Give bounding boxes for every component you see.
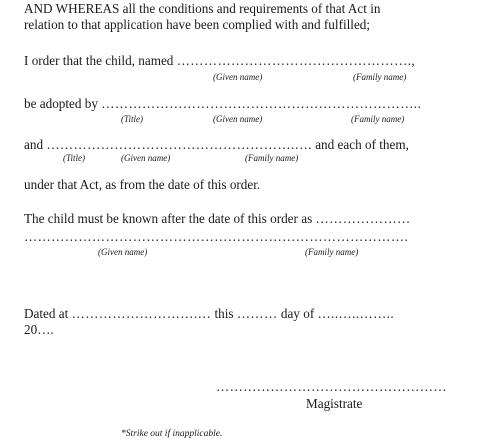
signature-line: …………………………………………… xyxy=(216,379,447,394)
magistrate-label: Magistrate xyxy=(306,396,363,411)
second-adopter-name-blank: ……………………………………………….…. xyxy=(46,137,312,152)
and-line xyxy=(24,137,409,152)
order-prefix: I order that the child, named xyxy=(24,53,174,68)
dated-this: this xyxy=(214,306,234,321)
known-label-family-name: (Family name) xyxy=(305,247,359,257)
known-as-line xyxy=(24,211,411,226)
day-blank: ……… xyxy=(236,306,278,321)
and-label-given-name: (Given name) xyxy=(121,153,171,163)
order-child-name-blank: ……………………………………………., xyxy=(176,53,416,68)
and-suffix: and each of them, xyxy=(315,137,409,152)
and-prefix: and xyxy=(24,137,44,152)
month-blank: …..…..…….. xyxy=(317,306,395,321)
known-as-text: The child must be known after the date of this order as xyxy=(24,211,313,226)
known-label-given-name: (Given name) xyxy=(98,247,148,257)
dated-line xyxy=(24,306,394,321)
whereas-line-1: AND WHEREAS all the conditions and requirements of that Act in xyxy=(24,1,381,16)
adopted-label-title: (Title) xyxy=(121,114,143,124)
and-label-family-name: (Family name) xyxy=(245,153,299,163)
adopted-line xyxy=(24,96,421,111)
dated-day-of: day of xyxy=(280,306,315,321)
order-label-given-name: (Given name) xyxy=(213,72,263,82)
dated-prefix: Dated at xyxy=(24,306,69,321)
and-label-title: (Title) xyxy=(63,153,85,163)
order-line xyxy=(24,53,415,68)
adopted-label-given-name: (Given name) xyxy=(213,114,263,124)
place-blank: ……………………….… xyxy=(71,306,212,321)
adopted-label-family-name: (Family name) xyxy=(351,114,405,124)
known-as-blank-2: …………………………………………………………………………. xyxy=(24,229,409,244)
year-blank: 20…. xyxy=(24,322,54,337)
under-act-line: under that Act, as from the date of this order. xyxy=(24,177,261,192)
strike-out-footnote: *Strike out if inapplicable. xyxy=(121,429,223,439)
whereas-line-2: relation to that application have been complied with and fulfilled; xyxy=(24,17,371,32)
adopted-prefix: be adopted by xyxy=(24,96,98,111)
order-label-family-name: (Family name) xyxy=(353,72,407,82)
known-as-blank-1: ………………… xyxy=(315,211,411,226)
adopter-name-blank: …………………………………………………………….. xyxy=(101,96,422,111)
